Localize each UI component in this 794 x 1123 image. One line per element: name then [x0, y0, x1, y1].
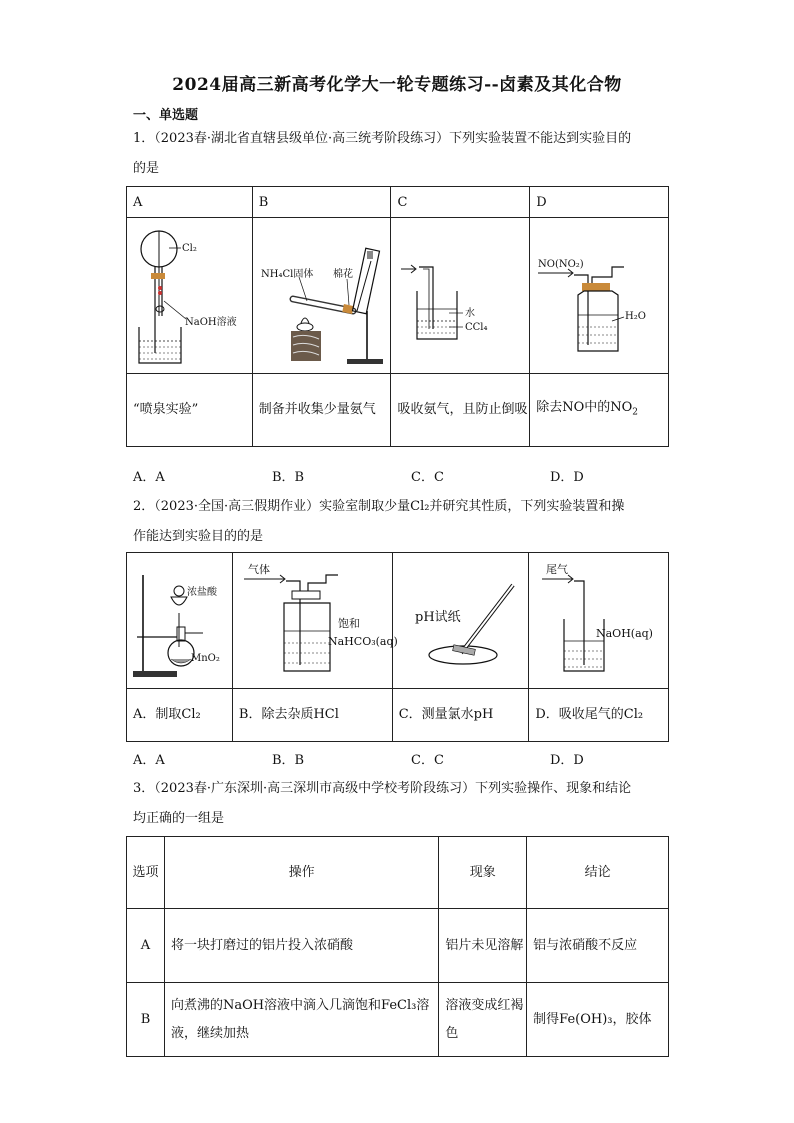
ammonia-preparation-diagram — [255, 221, 389, 371]
label-c-ccl4: CCl₄ — [465, 321, 488, 333]
q3-header-option: 选项 — [127, 837, 165, 909]
question-2-line-1: 2．（2023·全国·高三假期作业）实验室制取少量Cl₂并研究其性质，下列实验装置和操 — [133, 499, 625, 514]
q2-option-b[interactable]: B．B — [272, 753, 305, 768]
label-q2a-mno2: MnO₂ — [191, 652, 221, 664]
label-q2c-paper: pH试纸 — [414, 609, 461, 625]
question-1-table — [126, 186, 669, 447]
q3-row-b-operation: 向煮沸的NaOH溶液中滴入几滴饱和FeCl₃溶液，继续加热 — [164, 983, 438, 1057]
label-q2b-gas: 气体 — [248, 562, 271, 576]
q1-option-d[interactable]: D．D — [550, 470, 584, 485]
q1-option-c[interactable]: C．C — [411, 470, 444, 485]
section-heading: 一、单选题 — [133, 108, 199, 123]
q2-caption-a: A．制取Cl₂ — [127, 689, 233, 742]
label-q2d-gas: 尾气 — [545, 562, 568, 576]
q3-row-b-option: B — [127, 983, 165, 1057]
label-q2b-sat2: NaHCO₃(aq) — [328, 634, 399, 648]
q1-option-b[interactable]: B．B — [272, 470, 305, 485]
q2-option-a[interactable]: A．A — [133, 753, 165, 768]
table-row — [127, 983, 669, 1057]
q2-caption-d: D．吸收尾气的Cl₂ — [529, 689, 669, 742]
label-d-gas: NO(NO₂) — [538, 258, 584, 270]
question-3-line-1: 3．（2023春·广东深圳·高三深圳市高级中学校考阶段练习）下列实验操作、现象和结论 — [133, 781, 632, 796]
q3-row-b-phenomenon: 溶液变成红褐色 — [439, 983, 527, 1057]
q3-row-a-operation: 将一块打磨过的铝片投入浓硝酸 — [164, 909, 438, 983]
q1-option-a[interactable]: A．A — [133, 470, 165, 485]
page-title: 2024届高三新高考化学大一轮专题练习--卤素及其化合物 — [172, 75, 622, 95]
q3-header-operation: 操作 — [164, 837, 438, 909]
q2-figure-c — [392, 553, 529, 689]
question-2-line-2: 作能达到实验目的的是 — [133, 529, 264, 544]
question-2-table — [126, 552, 669, 742]
q2-caption-b: B．除去杂质HCl — [232, 689, 392, 742]
no2-removal-diagram — [532, 221, 666, 371]
q1-figure-a — [127, 218, 253, 374]
q1-caption-a: “喷泉实验” — [127, 374, 253, 447]
q1-caption-d-sub: 2 — [632, 407, 639, 418]
q2-caption-c: C．测量氯水pH — [392, 689, 529, 742]
q3-row-a-phenomenon: 铝片未见溶解 — [439, 909, 527, 983]
q3-row-a-conclusion: 铝与浓硝酸不反应 — [527, 909, 669, 983]
q2-option-d[interactable]: D．D — [550, 753, 584, 768]
label-q2d-naoh: NaOH(aq) — [595, 626, 653, 640]
question-2-options — [133, 749, 673, 769]
gas-washing-bottle-diagram — [234, 555, 399, 687]
q1-header-a: A — [127, 187, 253, 218]
tail-gas-absorption-diagram — [532, 555, 666, 687]
fountain-apparatus-diagram — [129, 221, 249, 371]
label-c-water: 水 — [465, 307, 476, 319]
q2-figure-a — [127, 553, 233, 689]
q1-caption-c: 吸收氨气，且防止倒吸 — [391, 374, 530, 447]
question-2-stem — [133, 492, 673, 552]
q3-row-b-conclusion: 制得Fe(OH)₃，胶体 — [527, 983, 669, 1057]
label-a-liquid: NaOH溶液 — [185, 316, 237, 328]
question-1-stem — [133, 124, 673, 184]
q3-header-phenomenon: 现象 — [439, 837, 527, 909]
q1-figure-d — [530, 218, 669, 374]
q1-caption-d — [530, 374, 669, 447]
question-1-line-2: 的是 — [133, 161, 160, 176]
q1-figure-b — [252, 218, 391, 374]
label-a-gas: Cl₂ — [182, 242, 198, 254]
ammonia-absorption-diagram — [393, 221, 527, 371]
label-q2a-acid: 浓盐酸 — [187, 586, 218, 598]
label-q2b-sat1: 饱和 — [338, 616, 361, 630]
chlorine-generator-diagram — [127, 555, 231, 687]
label-d-water: H₂O — [625, 310, 647, 322]
table-row — [127, 909, 669, 983]
question-3-table — [126, 836, 669, 1057]
q2-option-c[interactable]: C．C — [411, 753, 444, 768]
q1-header-d: D — [530, 187, 669, 218]
question-3-line-2: 均正确的一组是 — [133, 811, 225, 826]
question-3-stem — [133, 774, 673, 834]
q2-figure-d — [529, 553, 669, 689]
q1-caption-b: 制备并收集少量氨气 — [252, 374, 391, 447]
question-1-line-1: 1．（2023春·湖北省直辖县级单位·高三统考阶段练习）下列实验装置不能达到实验目的 — [133, 131, 632, 146]
label-b-solid: NH₄Cl固体 — [260, 268, 313, 280]
ph-test-diagram — [395, 555, 527, 687]
question-1-options — [133, 466, 673, 486]
q1-header-c: C — [391, 187, 530, 218]
q3-header-conclusion: 结论 — [527, 837, 669, 909]
q2-figure-b — [232, 553, 399, 689]
label-b-cotton: 棉花 — [332, 268, 353, 280]
q1-figure-c — [391, 218, 530, 374]
q3-row-a-option: A — [127, 909, 165, 983]
q1-caption-d-text: 除去NO中的NO — [536, 399, 633, 415]
q1-header-b: B — [252, 187, 391, 218]
